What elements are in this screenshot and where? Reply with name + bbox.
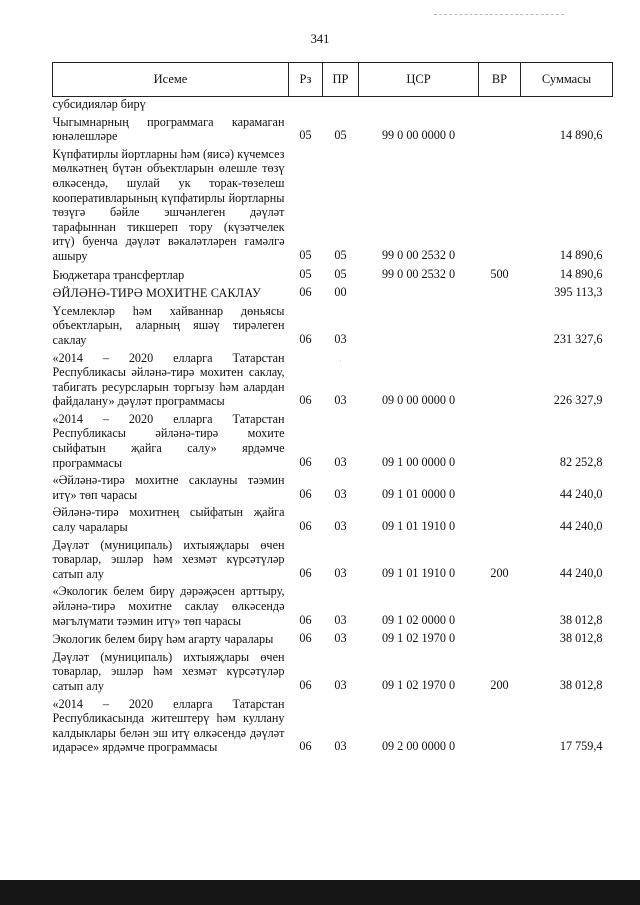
scan-edge-line <box>434 14 564 15</box>
header-sum: Суммасы <box>521 63 613 97</box>
table-row <box>53 647 613 694</box>
table-body <box>53 97 613 755</box>
cell-sum: 38 012,8 <box>559 677 603 692</box>
cell-pr: 05 <box>334 266 347 281</box>
cell-name: Үсемлекләр һәм хайваннар дөньясы объектларын, аларның яшәү тирәлеген саклау <box>52 303 285 347</box>
page-number: 341 <box>310 32 330 46</box>
cell-vr: 200 <box>490 677 509 692</box>
table-row <box>53 409 613 470</box>
cell-name: «Экологик белем бирү дәрәҗәсен арттыру, әйләнә-тирә мохитне саклау өлкәсендә мәгълүмати тәэмин итү» төп чарасы <box>52 584 285 628</box>
cell-pr: 03 <box>334 631 347 646</box>
cell-pr: 03 <box>334 331 347 346</box>
cell-rz: 05 <box>299 266 312 281</box>
table-row <box>53 535 613 582</box>
table-row <box>53 282 613 301</box>
cell-sum: 38 012,8 <box>559 631 603 646</box>
cell-sum: 44 240,0 <box>559 565 603 580</box>
cell-csr <box>359 97 479 112</box>
header-csr: ЦСР <box>359 63 479 97</box>
cell-rz: 05 <box>299 128 312 143</box>
cell-csr: 09 2 00 0000 0 <box>381 739 456 754</box>
cell-csr: 99 0 00 0000 0 <box>381 128 456 143</box>
cell-csr: 09 1 02 1970 0 <box>381 677 456 692</box>
cell-csr: 09 1 00 0000 0 <box>381 454 456 469</box>
cell-pr: 03 <box>334 454 347 469</box>
table-header <box>53 63 613 97</box>
cell-pr: 03 <box>334 519 347 534</box>
cell-vr <box>479 694 521 755</box>
cell-pr: 03 <box>334 677 347 692</box>
cell-rz: 06 <box>299 454 312 469</box>
cell-name: Әйләнә-тирә мохитнең сыйфатын җайга салу чаралары <box>52 505 285 535</box>
cell-csr: 09 1 02 1970 0 <box>381 631 456 646</box>
table-row <box>53 694 613 755</box>
cell-rz: 06 <box>299 565 312 580</box>
cell-rz: 05 <box>299 247 312 262</box>
cell-pr: 03 <box>334 565 347 580</box>
header-name: Исеме <box>53 63 289 97</box>
cell-name: «2014 – 2020 елларга Татарстан Республикасында житештерү һәм куллану калдыклары белән эш итү өлкәсендә дәүләт идарәсе» ярдәмче программасы <box>52 696 285 755</box>
cell-vr <box>479 628 521 647</box>
cell-pr: 00 <box>334 285 347 300</box>
cell-rz: 06 <box>299 331 312 346</box>
cell-name: «2014 – 2020 елларга Татарстан Республикасы әйләнә-тирә мохитен саклау, табигать ресурсларын торгызу һәм алардан файдалану» дәүләт программасы <box>52 350 285 409</box>
cell-vr <box>479 282 521 301</box>
cell-rz: 06 <box>299 631 312 646</box>
cell-pr: 03 <box>334 393 347 408</box>
scan-artifact: · <box>339 357 342 366</box>
header-pr: ПР <box>323 63 359 97</box>
cell-rz: 06 <box>299 486 312 501</box>
cell-name: Дәүләт (муниципаль) ихтыяҗлары өчен товарлар, эшләр һәм хезмәт күрсәтүләр сатып алу <box>52 649 285 693</box>
cell-vr <box>479 581 521 628</box>
cell-csr: 09 1 02 0000 0 <box>381 612 456 627</box>
cell-pr: 03 <box>334 612 347 627</box>
cell-csr: 09 1 01 0000 0 <box>381 486 456 501</box>
cell-name: Дәүләт (муниципаль) ихтыяҗлары өчен товарлар, эшләр һәм хезмәт күрсәтүләр сатып алу <box>52 537 285 581</box>
cell-sum <box>521 97 613 112</box>
cell-name: субсидияләр бирү <box>52 97 146 111</box>
cell-sum: 44 240,0 <box>559 486 603 501</box>
cell-vr <box>479 502 521 534</box>
table-row <box>53 301 613 348</box>
table-row <box>53 97 613 112</box>
header-rz: Рз <box>289 63 323 97</box>
cell-name: Бюджетара трансфертлар <box>52 267 185 282</box>
cell-rz: 06 <box>299 393 312 408</box>
cell-sum: 226 327,9 <box>553 393 603 408</box>
cell-pr <box>323 97 359 112</box>
table-row <box>53 348 613 409</box>
cell-rz: 06 <box>299 519 312 534</box>
cell-rz: 06 <box>299 677 312 692</box>
cell-csr: 09 0 00 0000 0 <box>381 393 456 408</box>
cell-csr: 09 1 01 1910 0 <box>381 565 456 580</box>
cell-rz: 06 <box>299 739 312 754</box>
cell-rz: 06 <box>299 612 312 627</box>
cell-vr <box>479 348 521 409</box>
cell-vr <box>479 301 521 348</box>
cell-vr <box>479 409 521 470</box>
cell-pr: 05 <box>334 128 347 143</box>
cell-name: «Әйләнә-тирә мохитне саклауны тәэмин итү» төп чарасы <box>52 473 285 502</box>
budget-table-container <box>52 62 612 755</box>
cell-vr <box>479 470 521 502</box>
cell-pr: 05 <box>334 247 347 262</box>
cell-name: Чыгымнарның программага карамаган юнәлешләре <box>52 114 285 144</box>
cell-pr: 03 <box>334 739 347 754</box>
cell-csr: 09 1 01 1910 0 <box>381 519 456 534</box>
scan-bottom-border <box>0 880 640 905</box>
cell-vr <box>479 97 521 112</box>
cell-name: Күпфатирлы йортларны һәм (яисә) күчемсез мөлкәтнең бүтән объектларын өлешле төзү өлкәсендә, шулай ук торак-төзелеш кооперативларының күпфатирлы йортларны төзүгә бәйле эшчәнлеген дәүләт тарафыннан тикшереп тору (күзәтчелек итү) буенча дәүләт вәкаләтләрен гамәлгә ашыру <box>52 146 285 263</box>
table-row <box>53 628 613 647</box>
cell-sum: 14 890,6 <box>559 128 603 143</box>
cell-vr: 500 <box>490 266 509 281</box>
cell-sum: 38 012,8 <box>559 612 603 627</box>
cell-vr <box>479 112 521 144</box>
cell-name: ӘЙЛӘНӘ-ТИРӘ МОХИТНЕ САКЛАУ <box>52 286 262 301</box>
cell-rz <box>289 97 323 112</box>
cell-sum: 17 759,4 <box>559 739 603 754</box>
cell-name: Экологик белем бирү һәм агарту чаралары <box>52 632 274 647</box>
cell-sum: 14 890,6 <box>559 247 603 262</box>
cell-csr <box>359 282 479 301</box>
table-row <box>53 112 613 144</box>
cell-sum: 44 240,0 <box>559 519 603 534</box>
cell-csr <box>359 301 479 348</box>
cell-csr: 99 0 00 2532 0 <box>381 247 456 262</box>
table-row <box>53 502 613 534</box>
cell-sum: 395 113,3 <box>554 285 603 300</box>
budget-table <box>52 62 613 755</box>
cell-rz: 06 <box>299 285 312 300</box>
table-row <box>53 144 613 264</box>
table-row <box>53 264 613 283</box>
cell-name: «2014 – 2020 елларга Татарстан Республикасы әйләнә-тирә мохите сыйфатын җайга салу» ярдәмче программасы <box>52 411 285 470</box>
cell-vr: 200 <box>490 565 509 580</box>
table-row <box>53 470 613 502</box>
cell-sum: 231 327,6 <box>553 331 603 346</box>
cell-sum: 14 890,6 <box>559 266 603 281</box>
cell-csr: 99 0 00 2532 0 <box>381 266 456 281</box>
cell-vr <box>479 144 521 264</box>
header-vr: ВР <box>479 63 521 97</box>
table-row <box>53 581 613 628</box>
cell-sum: 82 252,8 <box>559 454 603 469</box>
cell-pr: 03 <box>334 486 347 501</box>
